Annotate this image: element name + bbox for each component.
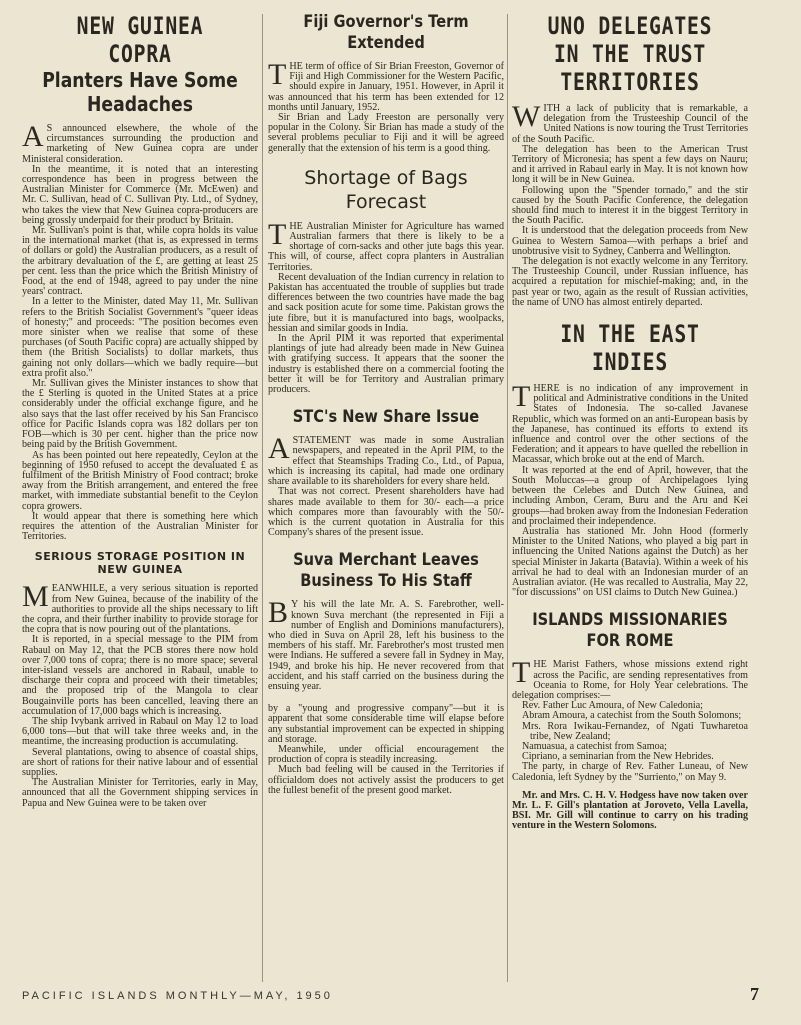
article-paragraph: Recent devaluation of the Indian currency in relation to Pakistan has accentuated the trouble of supplies but trade differences between the two countries have made the bag and sack position acute for some time. Pakistan grows the jute fibre, but it is manufactured into bags, woolpacks, hessian and similar goods in India. <box>268 271 504 334</box>
article-paragraph: In the April PIM it was reported that experimental plantings of jute had already been made in New Guinea with gratifying success. It appears that the sooner the industry is established there on a commercial footing the better it will be for Territory and Australian primary producers. <box>268 333 504 396</box>
article-paragraph: Meanwhile, under official encouragement the production of copra is steadily increasing. <box>268 743 504 766</box>
drop-cap: A <box>22 120 44 153</box>
drop-cap: M <box>22 580 49 614</box>
article-paragraph: Australia has stationed Mr. John Hood (formerly Minister to the United Nations, who played a big part in influencing the United Nations against the Dutch) as her special Minister in Jakarta (Batavia). Within a week of his arrival he had to deal with an Indonesian murder of an Australian aviator. (He was recalled to Australia, May 22, "for discussions" on USI claims to Dutch New Guinea.) <box>512 525 748 599</box>
article-paragraph: B Y his will the late Mr. A. S. Farebrother, well-known Suva merchant (the represented in Fiji a number of English and Dominions manufacturers), who died in Suva on April 28, left his business to the members of his staff. Mr. Farebrother's most trusted men were Indians. He suffered a severe fall in Sydney in May, 1949, and broke his hip. He never recovered from that accident, and his staff carried on the business during the ensuing year. <box>268 596 504 692</box>
subheadline-planters: Planters Have Some Headaches <box>42 68 238 116</box>
drop-cap: T <box>268 58 287 91</box>
drop-cap: T <box>512 380 531 414</box>
article-paragraph: Following upon the "Spender tornado," and the stir caused by the South Pacific Conference, the delegation should find much to interest it in the biggest Territory in the South Pacific. <box>512 184 748 227</box>
article-paragraph: The Australian Minister for Territories, early in May, announced that all the Government shipping services in Papua and New Guinea were to be taken over <box>22 777 258 809</box>
article-paragraph: Mr. Sullivan's point is that, while copra holds its value in the international market (that is, as expressed in terms of dollars or gold) the Australian producers, as a result of the arbitrary devaluation of the £, are getting at least 25 per cent. less than the price which the British Ministry of Food, at the end of 1948, agreed to pay under the nine years' contract. <box>22 225 258 298</box>
delegate-list-item: Rev. Father Luc Amoura, of New Caledonia; <box>522 700 703 712</box>
article-paragraph: THERE is no indication of any improvement in political and Administrative conditions in the United States of Indonesia. The so-called Javanese Republic, which was formed on an anti-European basis by the Japanese, has continued its efforts to extend its influence and control over the other sections of the Federation; and it appears to have quelled the rebellion in Macassar, which broke out at the end of March. <box>512 380 748 466</box>
article-paragraph: The ship Ivybank arrived in Rabaul on May 12 to load 6,000 tons—but that will take three weeks and, in the meantime, the increasing production is accumulating. <box>22 715 258 748</box>
article-paragraph: THE Australian Minister for Agriculture has warned Australian farmers that there is likely to be a shortage of corn-sacks and other jute bags this year. This will, of course, affect copra planters in Australian Territories. <box>268 217 504 273</box>
drop-cap: W <box>512 100 541 133</box>
article-paragraph: Much bad feeling will be caused in the Territories if officialdom does not actively assist the producers to get the fullest benefit of the present good market. <box>268 764 504 796</box>
headline-east-indies: IN THE EAST INDIES <box>560 320 700 377</box>
page-footer: PACIFIC ISLANDS MONTHLY—MAY, 1950 <box>22 990 333 1002</box>
article-paragraph: Several plantations, owing to absence of coastal ships, are short of rations for their native labour and of essential supplies. <box>22 746 258 778</box>
article-paragraph: A S announced elsewhere, the whole of the circumstances surrounding the production and marketing of New Guinea copra are under Ministeral consideration. <box>22 120 258 165</box>
headline-uno-delegates: UNO DELEGATES IN THE TRUST TERRITORIES <box>547 12 713 96</box>
column-left <box>22 12 258 809</box>
page-number: 7 <box>750 984 759 1004</box>
article-paragraph: Sir Brian and Lady Freeston are personally very popular in the Colony. Sir Brian has made a study of the several problems peculiar to Fiji and it will be agreed generally that the extension of his term is a good thing. <box>268 112 504 154</box>
delegate-list-item: Cipriano, a seminarian from the New Hebrides. <box>522 751 714 763</box>
article-paragraph: As has been pointed out here repeatedly, Ceylon at the beginning of 1950 refused to accept the devaluated £ as fulfilment of the British Ministry of Food contract; broke away from the British arrangement, and entered the free market, with immediate substantial benefit to the Ceylon copra growers. <box>22 449 258 512</box>
drop-cap: A <box>268 432 290 466</box>
headline-shortage-of-bags: Shortage of Bags Forecast <box>304 166 468 213</box>
article-paragraph: THE term of office of Sir Brian Freeston, Governor of Fiji and High Commissioner for the Western Pacific, should expire in January, 1951. However, in April it was announced that his term has been extended for 12 months until January, 1952. <box>268 58 504 113</box>
headline-suva-merchant: Suva Merchant Leaves Business To His Staff <box>293 550 479 592</box>
column-middle <box>268 12 504 796</box>
column-rule <box>507 14 508 982</box>
article-paragraph: Mr. Sullivan gives the Minister instances to show that the £ Sterling is quoted in the United States at a price considerably under the official exchange figure, and he also says that the last offer received by his San Francisco office for Pacific Islands copra was 182 dollars per ton FOB—which is 30 per cent. higher than the price now being paid by the British Government. <box>22 378 258 451</box>
article-paragraph: It would appear that there is something here which requires the attention of the Australian Minister for Territories. <box>22 510 258 543</box>
headline-new-guinea-copra: NEW GUINEA COPRA <box>76 12 204 68</box>
notice-paragraph: Mr. and Mrs. C. H. V. Hodgess have now taken over Mr. L. F. Gill's plantation at Joroveto, Vella Lavella, BSI. Mr. Gill will continue to carry on his trading venture in the Western Solomons. <box>512 789 748 832</box>
article-paragraph: In a letter to the Minister, dated May 11, Mr. Sullivan refers to the British Socialist Government's "queer ideas of honesty;" and proceeds: "The position becomes even more sinister when we realise that some of these purchases (of South Pacific copra) are actually shipped by them (the British Socialists) to dollar markets, thus gaining not only dollars—which we badly require—but extra profit also." <box>22 296 258 379</box>
article-paragraph: In the meantime, it is noted that an interesting correspondence has been in progress between the Australian Minister for Commerce (Mr. McEwen) and Mr. C. Sullivan, head of C. Sullivan Pty. Ltd., of Sydney, who takes the view that New Guinea copra-producers are being grossly underpaid for their product by Britain. <box>22 163 258 226</box>
delegate-list-item: Abram Amoura, a catechist from the South Solomons; <box>522 710 742 722</box>
article-paragraph: THE Marist Fathers, whose missions extend right across the Pacific, are sending representatives from Oceania to Rome, for Holy Year celebrations. The delegation comprises:— <box>512 656 748 701</box>
article-paragraph: MEANWHILE, a very serious situation is reported from New Guinea, because of the inability of the authorities to provide all the ships necessary to lift the copra, and their further inability to provide storage for the copra that is now pouring out of the plantations. <box>22 580 258 636</box>
delegate-list-item: Namuasua, a catechist from Samoa; <box>522 740 667 752</box>
delegate-list-item: Mrs. Rora Iwikau-Fernandez, of Ngati Tuwharetoa tribe, New Zealand; <box>522 720 748 742</box>
article-paragraph: by a "young and progressive company"—but it is apparent that some considerable time will elapse before any substantial improvement can be expected in shipping and storage. <box>268 703 504 745</box>
headline-stc-share-issue: STC's New Share Issue <box>292 407 480 428</box>
article-paragraph: That was not correct. Present shareholders have had shares made available to them for 30/- each—a price which compares more than favourably with the 50/- which is the current quotation in Australia for this Company's shares of the present issue. <box>268 486 504 539</box>
headline-fiji-governor: Fiji Governor's Term Extended <box>303 12 469 53</box>
article-paragraph: It is understood that the delegation proceeds from New Guinea to Western Samoa—with perhaps a brief and unobtrusive visit to Sydney, Canberra and Wellington. <box>512 225 748 257</box>
drop-cap: T <box>268 217 287 251</box>
drop-cap: B <box>268 596 289 630</box>
article-paragraph: The delegation is not exactly welcome in any Territory. The Trusteeship Council, under Russian influence, has acquired a reputation for mischief-making; and, in the past year or two, again as the result of Russian activities, the name of UNO has almost entirely departed. <box>512 256 748 308</box>
article-paragraph: It was reported at the end of April, however, that the South Moluccas—a group of Archipelagoes lying between the Celebes and Dutch New Guinea, and including Ambon, Ceram, Buru and the Aru and Kei groups—had broken away from the Indonesian Federation and proclaimed their independence. <box>512 464 749 527</box>
headline-islands-missionaries: ISLANDS MISSIONARIES FOR ROME <box>532 610 728 652</box>
article-paragraph: The party, in charge of Rev. Father Luneau, of New Caledonia, left Sydney by the "Surriento," on May 9. <box>512 761 748 783</box>
section-heading-storage: SERIOUS STORAGE POSITION IN NEW GUINEA <box>34 550 246 577</box>
article-paragraph: WITH a lack of publicity that is remarkable, a delegation from the Trusteeship Council of the United Nations is now touring the Trust Territories of the South Pacific. <box>512 100 748 145</box>
article-paragraph: ASTATEMENT was made in some Australian newspapers, and repeated in the April PIM, to the effect that Steamships Trading Co., Ltd., of Papua, which is increasing its capital, had made one ordinary share available to its shareholders for every share held. <box>268 432 504 488</box>
column-right <box>512 12 748 832</box>
column-rule <box>262 14 263 982</box>
drop-cap: T <box>512 656 531 690</box>
article-paragraph: It is reported, in a special message to the PIM from Rabaul on May 12, that the PCB stores there now hold over 7,000 tons of copra; there is no more space; several inter-island vessels are anchored in Rabaul, unable to discharge their copra and proceed with their timetables; and the proposed trip of the Mangola to clear Bougainville ports has been cancelled, leaving there an accumulation of 17,000 bags which is increasing. <box>22 634 258 717</box>
article-paragraph: The delegation has been to the American Trust Territory of Micronesia; has spent a few days on Nauru; and it arrived in Rabaul early in May. It is not known how long it will be in New Guinea. <box>512 143 748 186</box>
